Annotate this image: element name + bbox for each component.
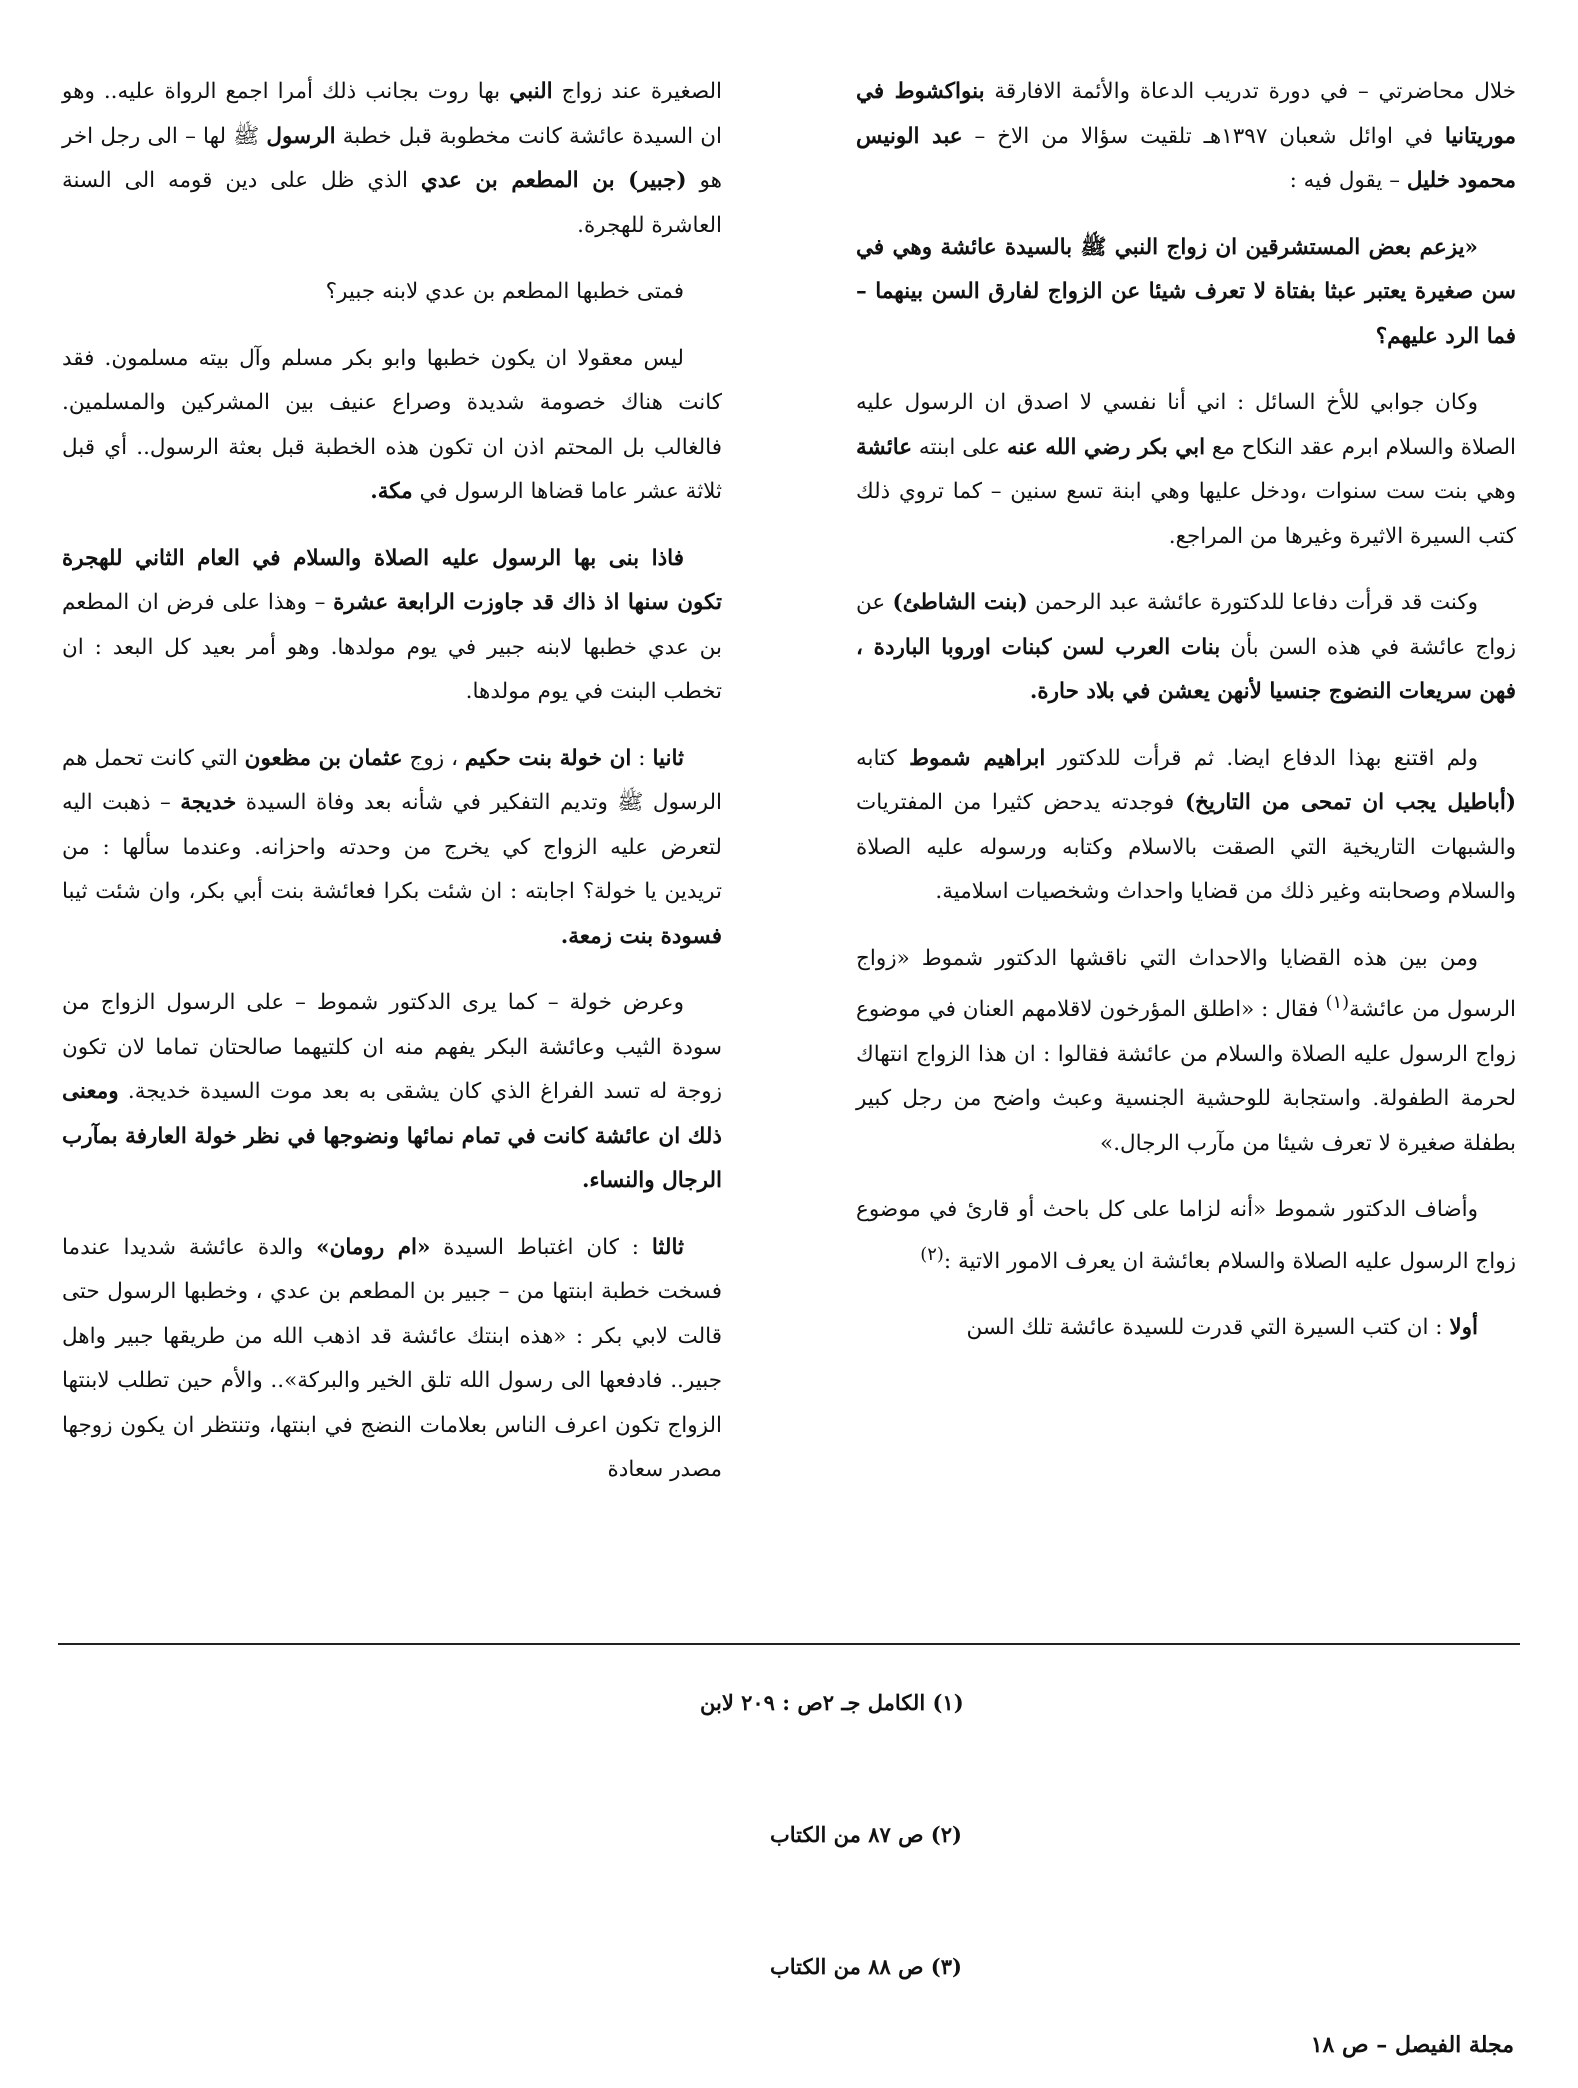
emphasis: النبي — [509, 79, 553, 104]
text-run: كتابه — [856, 745, 910, 771]
text-run: الذي ظل على دين قومه الى السنة العاشرة للهجرة. — [62, 168, 722, 238]
text-run: ، زوج — [402, 745, 465, 771]
emphasis: «ام رومان» — [316, 1234, 431, 1260]
emphasis: عثمان بن مظعون — [244, 745, 403, 771]
article-column-left — [62, 70, 722, 1515]
text-run: – وهذا على فرض ان المطعم بن عدي خطبها لابنه جبير في يوم مولدها. وهو أمر بعيد كل البعد : ان تخطب البنت في يوم مولدها. — [62, 590, 722, 704]
emphasis: بنواكشوط في موريتانيا — [856, 79, 1516, 149]
text-run: وعرض خولة – كما يرى الدكتور شموط – على الرسول الزواج من سودة الثيب وعائشة البكر يفهم منه ان كلتيهما صالحتان تماما لان تكون زوجة له تسد الفراغ الذي كان يشقى به بعد موت السيدة خديجة. — [62, 990, 722, 1104]
paragraph — [62, 1226, 722, 1493]
article-column-right — [856, 70, 1516, 1373]
text-run: في اوائل شعبان ١٣٩٧هـ تلقيت سؤالا من الاخ – — [962, 123, 1445, 149]
footnote-ref: (٢) — [920, 1243, 944, 1265]
quoted-question — [856, 226, 1516, 360]
text-run: وأضاف الدكتور شموط «أنه لزاما على كل باحث أو قارئ في موضوع زواج الرسول عليه الصلاة والسلام بعائشة ان يعرف الامور الاتية : — [856, 1197, 1516, 1274]
emphasis: بنات العرب لسن كبنات اوروبا الباردة ، فهن سريعات النضوج جنسيا لأنهن يعشن في بلاد حارة. — [856, 634, 1516, 704]
text-run: وهي بنت ست سنوات ،ودخل عليها وهي ابنة تسع سنين – كما تروي ذلك كتب السيرة الاثيرة وغيرها من المراجع. — [856, 479, 1516, 549]
emphasis: ان خولة بنت حكيم — [464, 745, 632, 771]
text-run: التي كانت تحمل هم الرسول ﷺ وتديم التفكير في شأنه بعد وفاة السيدة — [62, 745, 722, 815]
footnote-divider — [58, 1643, 1520, 1645]
text-run: : — [631, 745, 653, 771]
emphasis: (بنت الشاطئ) — [892, 590, 1028, 615]
text-run: عن زواج عائشة في هذه السن بأن — [856, 590, 1516, 660]
paragraph — [62, 981, 722, 1204]
text-run: ولم اقتنع بهذا الدفاع ايضا. ثم قرأت للدكتور — [1045, 745, 1478, 771]
page-footer: مجلة الفيصل – ص ١٨ — [1310, 2032, 1514, 2058]
text-run: : ان كتب السيرة التي قدرت للسيدة عائشة تلك السن — [966, 1315, 1450, 1341]
text-run: ليس معقولا ان يكون خطبها وابو بكر مسلم وآل بيته مسلمون. فقد كانت هناك خصومة شديدة وصراع عنيف بين المشركين والمسلمين. فالغالب بل المحتم اذن ان تكون هذه الخطبة قبل بعثة الرسول.. أي قبل ثلاثة عشر عاما قضاها الرسول في — [62, 345, 722, 504]
footnote-3: (٣) ص ٨٨ من الكتاب — [770, 1954, 962, 1979]
emphasis: الرسول — [266, 123, 336, 149]
paragraph — [62, 70, 722, 248]
text-run: : كان اغتباط السيدة — [430, 1234, 652, 1260]
paragraph — [62, 270, 722, 315]
text-run: فوجدته يدحض كثيرا من المفتريات والشبهات التاريخية التي الصقت بالاسلام وكتابه ورسوله عليه الصلاة والسلام وصحابته وغير ذلك من قضايا واحداث وشخصيات اسلامية. — [856, 790, 1516, 904]
emphasis: فاذا بنى بها الرسول عليه الصلاة والسلام في العام الثاني للهجرة تكون سنها اذ ذاك قد جاوزت الرابعة عشرة — [62, 545, 722, 615]
emphasis: (جبير) بن المطعم بن عدي — [420, 168, 687, 193]
emphasis: فسودة بنت زمعة. — [560, 923, 722, 949]
emphasis: مكة. — [370, 479, 413, 504]
emphasis: «يزعم بعض المستشرقين ان زواج النبي ﷺ بالسيدة عائشة وهي في سن صغيرة يعتبر عبثا بفتاة لا تعرف شيئا عن الزواج لفارق السن بينهما – فما الرد عليهم؟ — [856, 234, 1516, 349]
emphasis: عبد الونيس محمود خليل — [856, 123, 1516, 193]
paragraph — [62, 737, 722, 960]
paragraph — [62, 537, 722, 715]
text-run: والدة عائشة شديدا عندما فسخت خطبة ابنتها من – جبير بن المطعم بن عدي ، وخطبها الرسول حتى قالت لابي بكر : «هذه ابنتك عائشة قد اذهب الله من طريقها جبير واهل جبير.. فادفعها الى رسول الله تلق الخير والبركة».. والأم حين تطلب لابنتها الزواج تكون اعرف الناس بعلامات النضج في ابنتها، وتنتظر ان يكون زوجها مصدر سعادة — [62, 1234, 722, 1482]
paragraph — [856, 1306, 1516, 1351]
footnote-2: (٢) ص ٨٧ من الكتاب — [770, 1822, 962, 1847]
text-run: بها روت بجانب ذلك أمرا اجمع الرواة عليه.. وهو ان السيدة عائشة كانت مخطوبة قبل خطبة — [62, 79, 722, 149]
paragraph — [856, 937, 1516, 1167]
footnote-1: (١) الكامل جـ ٢ص : ٢٠٩ لابن — [700, 1690, 964, 1715]
text-run: ومن بين هذه القضايا والاحداث التي ناقشها الدكتور شموط «زواج الرسول من عائشة — [856, 945, 1516, 1023]
text-run: على ابنته — [912, 434, 1007, 460]
emphasis: ومعنى ذلك ان عائشة كانت في تمام نمائها ونضوجها في نظر خولة العارفة بمآرب الرجال والنساء. — [62, 1079, 722, 1193]
paragraph — [856, 70, 1516, 204]
text-run: ﷺ لها – الى رجل اخر هو — [62, 123, 722, 193]
text-run: – ذهبت اليه لتعرض عليه الزواج كي يخرج من وحدته واحزانه. وعندما سألها : من تريدين يا خولة؟ اجابته : ان شئت بكرا فعائشة بنت أبي بكر، وان شئت ثيبا — [62, 790, 722, 904]
emphasis: ثانيا — [652, 745, 684, 771]
emphasis: ابي بكر رضي الله عنه — [1006, 434, 1206, 460]
text-run: وكان جوابي للأخ السائل : اني أنا نفسي لا اصدق ان الرسول عليه الصلاة والسلام ابرم عقد النكاح مع — [856, 390, 1517, 460]
text-run: الصغيرة عند زواج — [552, 79, 722, 104]
emphasis: (أباطيل يجب ان تمحى من التاريخ) — [1184, 790, 1516, 815]
footnote-ref: (١) — [1325, 992, 1350, 1013]
paragraph — [856, 381, 1516, 559]
paragraph — [856, 1188, 1516, 1284]
emphasis: أولا — [1449, 1315, 1478, 1341]
emphasis: خديجة — [180, 790, 237, 815]
paragraph — [62, 337, 722, 515]
emphasis: ابراهيم شموط — [909, 745, 1046, 771]
text-run: وكنت قد قرأت دفاعا للدكتورة عائشة عبد الرحمن — [1027, 590, 1479, 615]
emphasis: ثالثا — [651, 1234, 684, 1260]
paragraph — [856, 737, 1516, 915]
text-run: خلال محاضرتي – في دورة تدريب الدعاة والأئمة الافارقة — [984, 79, 1517, 104]
text-run: فقال : «اطلق المؤرخون لاقلامهم العنان في موضوع زواج الرسول عليه الصلاة والسلام من عائشة فقالوا : ان هذا الزواج انتهاك لحرمة الطفولة. واستجابة للوحشية الجنسية وعبث واضح من رجل كبير بطفلة صغيرة لا تعرف شيئا من مآرب الرجال.» — [856, 997, 1516, 1156]
emphasis: عائشة — [856, 434, 913, 460]
paragraph — [856, 581, 1516, 715]
text-run: – يقول فيه : — [1289, 168, 1407, 193]
text-run: فمتى خطبها المطعم بن عدي لابنه جبير؟ — [325, 279, 684, 304]
